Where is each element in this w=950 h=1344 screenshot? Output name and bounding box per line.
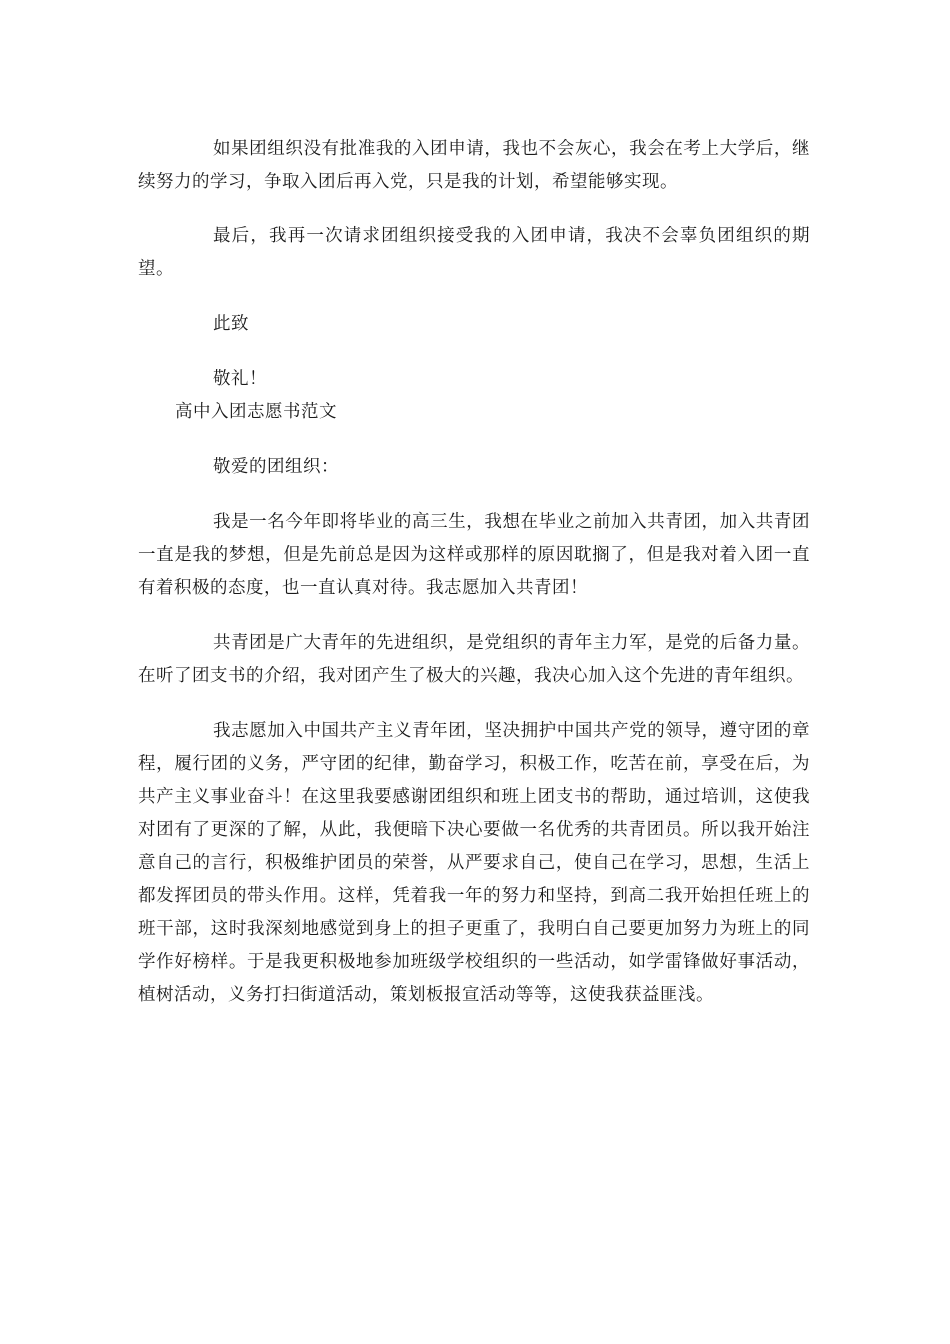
body-paragraph-3: 我志愿加入中国共产主义青年团，坚决拥护中国共产党的领导，遵守团的章程，履行团的义务，严守团的纪律，勤奋学习，积极工作，吃苦在前，享受在后，为共产主义事业奋斗！在这里我要感谢团组织和班上团支书的帮助，通过培训，这使我对团有了更深的了解，从此，我便暗下决心要做一名优秀的共青团员。所以我开始注意自己的言行，积极维护团员的荣誉，从严要求自己，使自己在学习，思想，生活上都发挥团员的带头作用。这样，凭着我一年的努力和坚持，到高二我开始担任班上的班干部，这时我深刻地感觉到身上的担子更重了，我明白自己要更加努力为班上的同学作好榜样。于是我更积极地参加班级学校组织的一些活动，如学雷锋做好事活动，植树活动，义务打扫街道活动，策划板报宣活动等等，这使我获益匪浅。 [138, 721, 810, 1005]
closing-cizhi: 此致 [213, 314, 249, 334]
document-body [138, 133, 810, 1012]
paragraph-reapply: 如果团组织没有批准我的入团申请，我也不会灰心，我会在考上大学后，继续努力的学习，争取入团后再入党，只是我的计划，希望能够实现。 [138, 139, 810, 192]
salutation: 敬爱的团组织： [213, 457, 339, 477]
section-title: 高中入团志愿书范文 [175, 402, 337, 422]
body-paragraph-1: 我是一名今年即将毕业的高三生，我想在毕业之前加入共青团，加入共青团一直是我的梦想，但是先前总是因为这样或那样的原因耽搁了，但是我对着入团一直有着积极的态度，也一直认真对待。我志愿加入共青团！ [138, 512, 810, 598]
closing-jingli: 敬礼！ [213, 369, 267, 389]
body-paragraph-2: 共青团是广大青年的先进组织，是党组织的青年主力军，是党的后备力量。在听了团支书的介绍，我对团产生了极大的兴趣，我决心加入这个先进的青年组织。 [138, 633, 810, 686]
paragraph-final-request: 最后，我再一次请求团组织接受我的入团申请，我决不会辜负团组织的期望。 [138, 226, 810, 279]
